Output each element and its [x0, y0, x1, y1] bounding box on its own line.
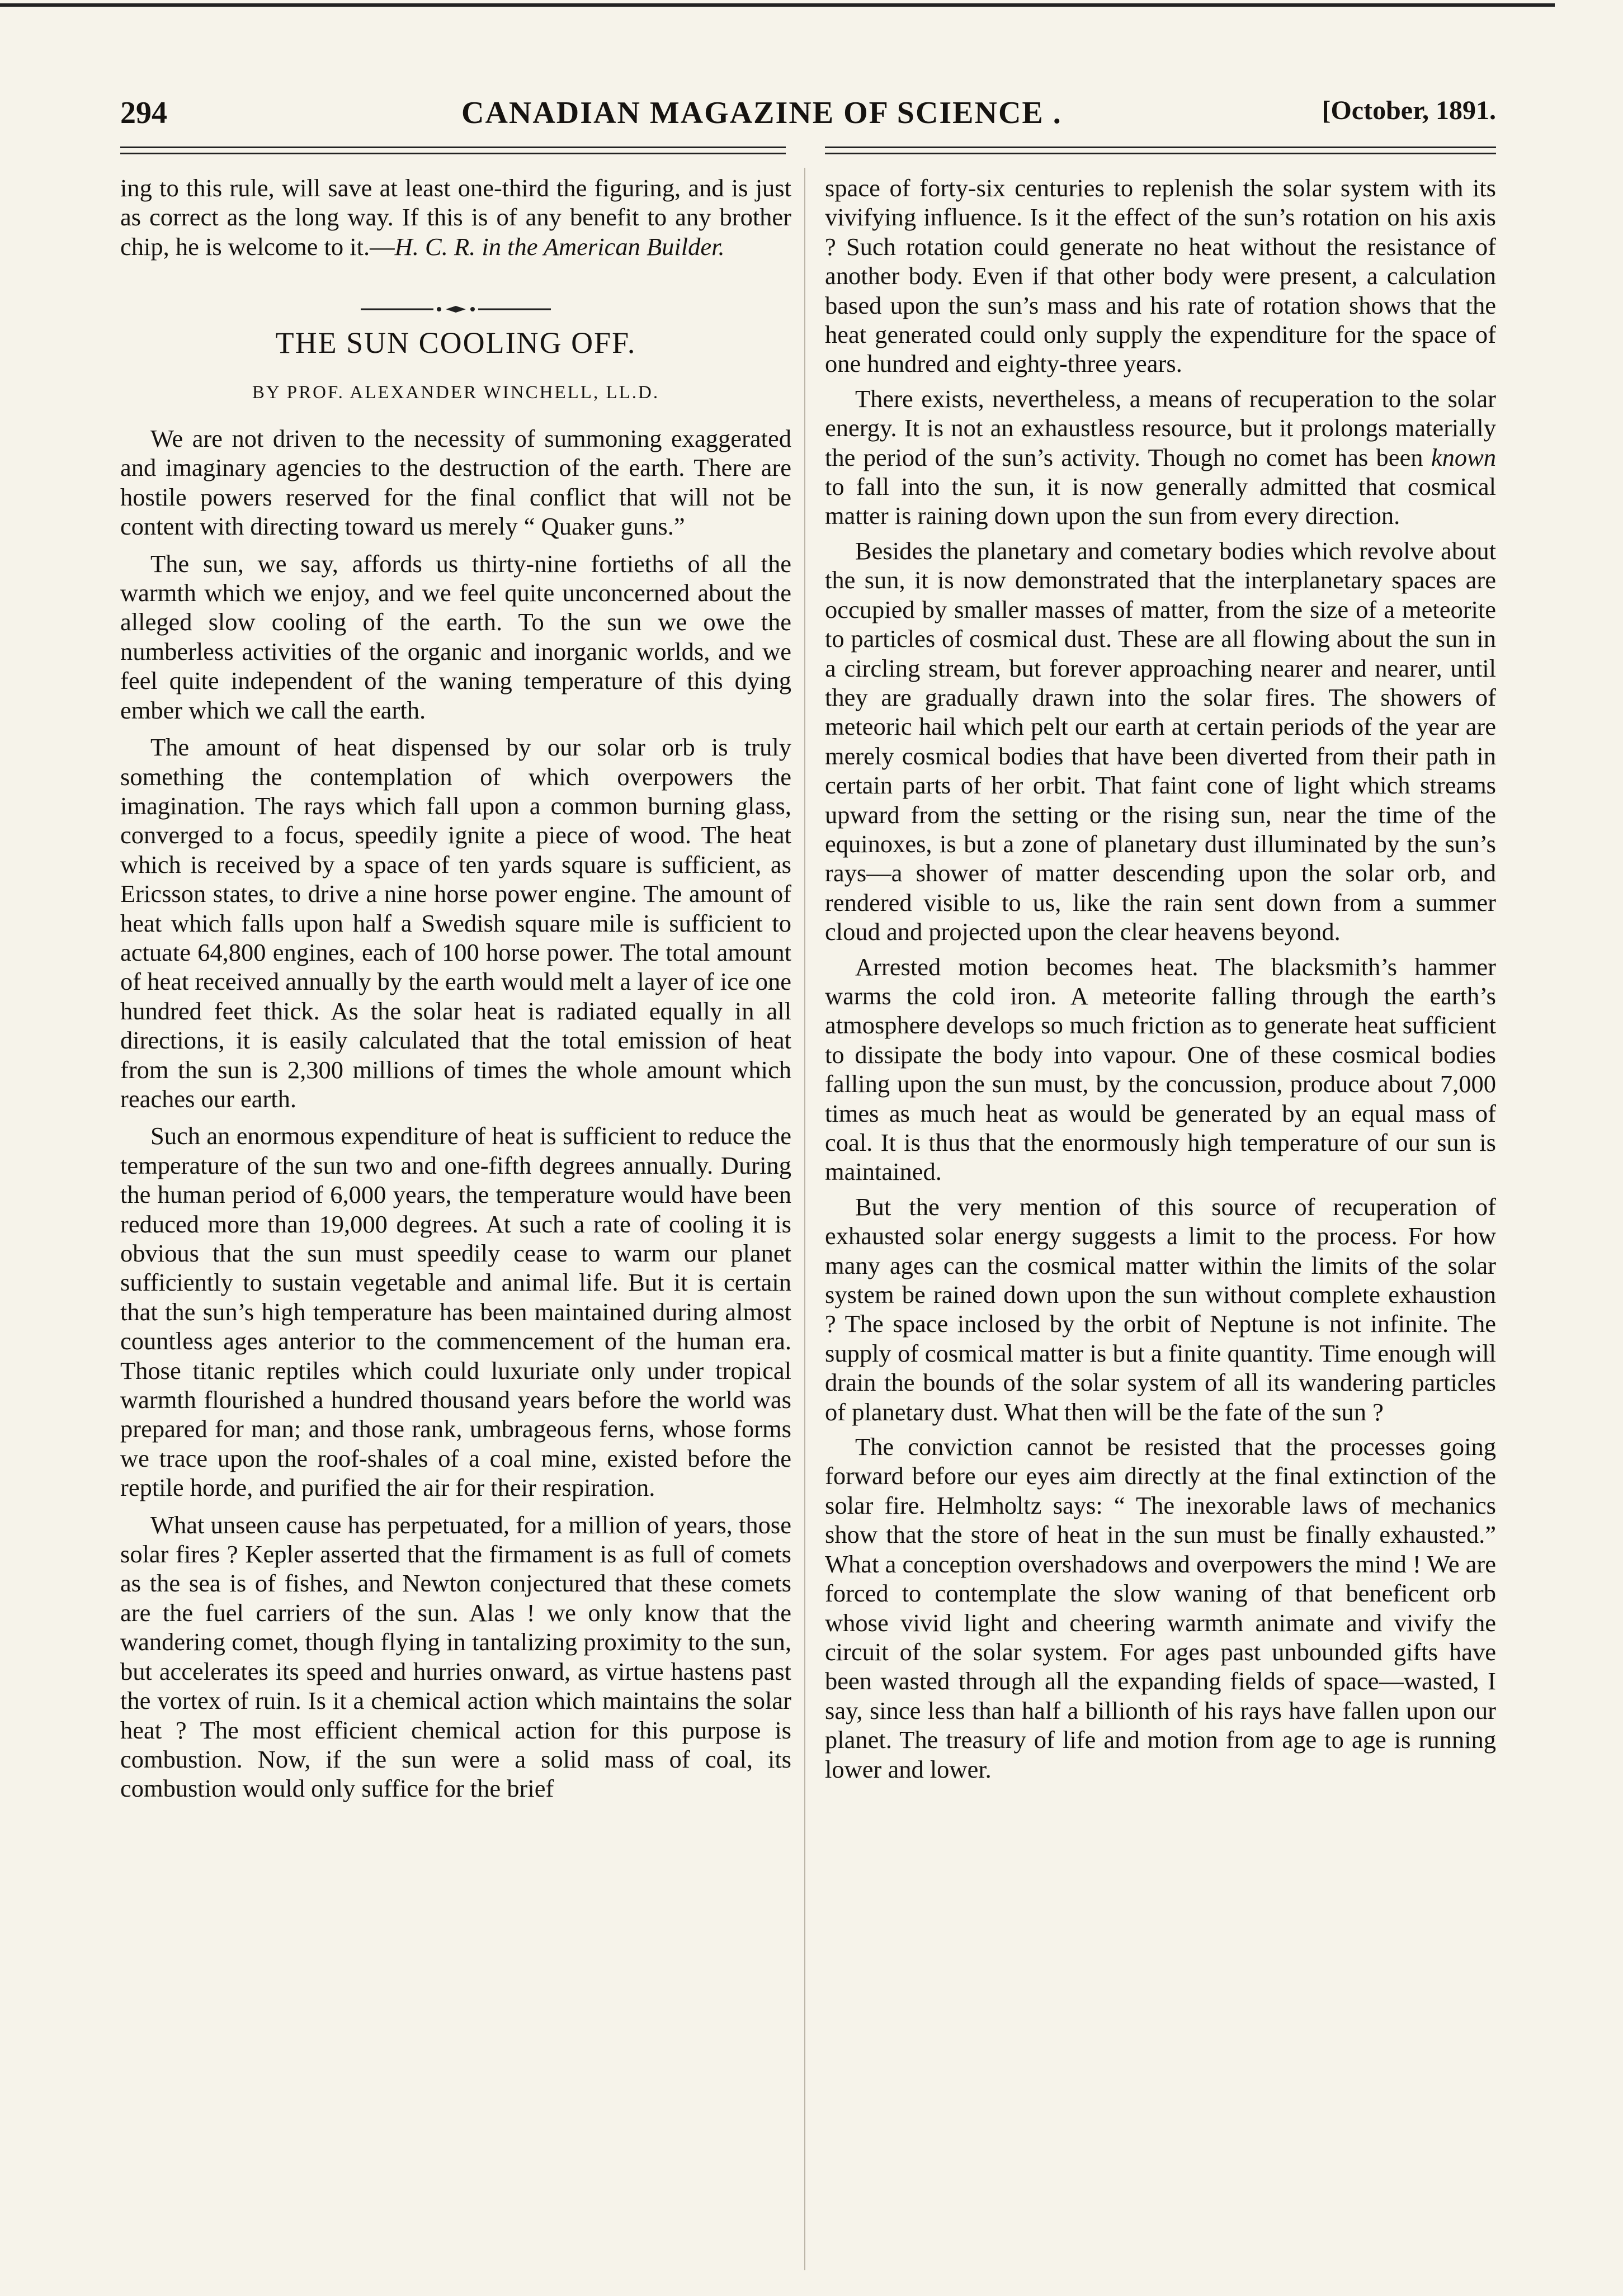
- top-border-rule: [0, 3, 1555, 7]
- text-run: There exists, nevertheless, a means of recuperation to the solar energy. It is not an exhaustless resource, but it prolongs materially the period of the sun’s activity. Though no comet has been: [825, 384, 1496, 471]
- paragraph: What unseen cause has perpetuated, for a million of years, those solar fires ? Kepler asserted that the firmament is as full of comets as the sea is of fishes, and Newton conjectured that these comets are the fuel carriers of the sun. Alas ! we only know that the wandering comet, though flying in tantalizing proximity to the sun, but accelerates its speed and hurries onward, as virtue hastens past the vortex of ruin. Is it a chemical action which maintains the solar heat ? The most efficient chemical action for this purpose is combustion. Now, if the sun were a solid mass of coal, its combustion would only suffice for the brief: [120, 1510, 791, 1803]
- intro-text: ing to this rule, will save at least one-third the figuring, and is just as correct as the long way. If this is of any benefit to any brother chip, he is welcome to it.—: [120, 174, 791, 261]
- paragraph: The amount of heat dispensed by our solar orb is truly something the contemplation of which overpowers the imagination. The rays which fall upon a common burning glass, converged to a focus, speedily ignite a piece of wood. The heat which is received by a space of ten yards square is sufficient, as Ericsson states, to drive a nine horse power engine. The amount of heat which falls upon half a Swedish square mile is sufficient to actuate 64,800 engines, each of 100 horse power. The total amount of heat received annually by the earth would melt a layer of ice one hundred feet thick. As the solar heat is radiated equally in all directions, it is easily calculated that the total emission of heat from the sun is 2,300 millions of times the whole amount which reaches our earth.: [120, 733, 791, 1113]
- issue-date: [October, 1891.: [1322, 96, 1496, 125]
- running-header: [120, 95, 1496, 134]
- header-rule-right: [825, 147, 1496, 154]
- paragraph: The conviction cannot be resisted that the processes going forward before our eyes aim directly at the final extinction of the solar fire. Helmholtz says: “ The inexorable laws of mechanics show that the store of heat in the sun must be finally exhausted.” What a conception overshadows and overpowers the mind ! We are forced to contemplate the slow waning of that beneficent orb whose vivid light and cheering warmth animate and vivify the circuit of the solar system. For ages past unbounded gifts have been wasted through all the expanding fields of space—wasted, I say, since less than half a billionth of his rays have fallen upon our planet. The treasury of life and motion from age to age is running lower and lower.: [825, 1433, 1496, 1783]
- paragraph: The sun, we say, affords us thirty-nine fortieths of all the warmth which we enjoy, and we feel quite unconcerned about the alleged slow cooling of the earth. To the sun we owe the numberless activities of the organic and inorganic worlds, and we feel quite independent of the waning temperature of this dying ember which we call the earth.: [120, 549, 791, 724]
- recuperation-paragraph: [825, 384, 1496, 531]
- paragraph: But the very mention of this source of recuperation of exhausted solar energy suggests a limit to the process. For how many ages can the cosmical matter within the limits of the solar system be rained down upon the sun without complete exhaustion ? The space inclosed by the orbit of Neptune is not infinite. The supply of cosmical matter is but a finite quantity. Time enough will drain the bounds of the solar system of all its wandering particles of planetary dust. What then will be the fate of the sun ?: [825, 1192, 1496, 1426]
- article-title: THE SUN COOLING OFF.: [275, 326, 636, 360]
- text-run: to fall into the sun, it is now generally admitted that cosmical matter is raining down upon the sun from every direction.: [825, 473, 1496, 530]
- column-divider: [804, 168, 805, 2270]
- article-byline: BY PROF. ALEXANDER WINCHELL, LL.D.: [252, 382, 660, 403]
- emphasis-text: known: [1431, 443, 1496, 471]
- paragraph: We are not driven to the necessity of summoning exaggerated and imaginary agencies to the destruction of the earth. There are hostile powers reserved for the final conflict that will not be content with directing toward us merely “ Quaker guns.”: [120, 424, 791, 541]
- paragraph: Besides the planetary and cometary bodies which revolve about the sun, it is now demonstrated that the interplanetary spaces are occupied by smaller masses of matter, from the size of a meteorite to particles of cosmical dust. These are all flowing about the sun in a circling stream, but forever approaching nearer and nearer, until they are gradually drawn into the solar fires. The showers of meteoric hail which pelt our earth at certain periods of the year are merely cosmical bodies that have been diverted from their path in certain parts of her orbit. That faint cone of light which streams upward from the setting or the rising sun, near the time of the equinoxes, is but a zone of planetary dust illuminated by the sun’s rays—a shower of matter descending upon the solar orb, and rendered visible to us, like the rain sent down from a summer cloud and projected upon the clear heavens beyond.: [825, 536, 1496, 946]
- paragraph: Such an enormous expenditure of heat is sufficient to reduce the temperature of the sun two and one-fifth degrees annually. During the human period of 6,000 years, the temperature would have been reduced more than 19,000 degrees. At such a rate of cooling it is obvious that the sun must speedily cease to warm our planet sufficiently to sustain vegetable and animal life. But it is certain that the sun’s high temperature has been maintained during almost countless ages anterior to the commencement of the human era. Those titanic reptiles which could luxuriate only under tropical warmth flourished a hundred thousand years before the world was prepared for man; and those rank, umbrageous ferns, whose forms we trace upon the roof-shales of a coal mine, existed before the reptile horde, and purified the air for their respiration.: [120, 1122, 791, 1502]
- intro-citation: H. C. R. in the American Builder.: [394, 232, 725, 261]
- paragraph: Arrested motion becomes heat. The blacksmith’s hammer warms the cold iron. A meteorite falling through the earth’s atmosphere develops so much friction as to generate heat sufficient to dissipate the body into vapour. One of these cosmical bodies falling upon the sun must, by the concussion, produce about 7,000 times as much heat as would be generated by an equal mass of coal. It is thus that the enormously high temperature of our sun is maintained.: [825, 952, 1496, 1186]
- ornament-rule-icon: [361, 305, 551, 313]
- section-ornament: [120, 290, 791, 298]
- left-column: [120, 173, 791, 1811]
- magazine-title: CANADIAN MAGAZINE OF SCIENCE .: [461, 96, 1062, 130]
- intro-paragraph: [120, 173, 791, 261]
- paragraph: space of forty-six centuries to replenish the solar system with its vivifying influence. Is it the effect of the sun’s rotation on his axis ? Such rotation could generate no heat without the resistance of another body. Even if that other body were present, a calculation based upon the sun’s mass and his rate of rotation shows that the heat generated could only supply the expenditure for the space of one hundred and eighty-three years.: [825, 174, 1496, 378]
- page-number: 294: [120, 96, 167, 130]
- header-rule-left: [120, 147, 786, 154]
- right-column: [825, 173, 1496, 1789]
